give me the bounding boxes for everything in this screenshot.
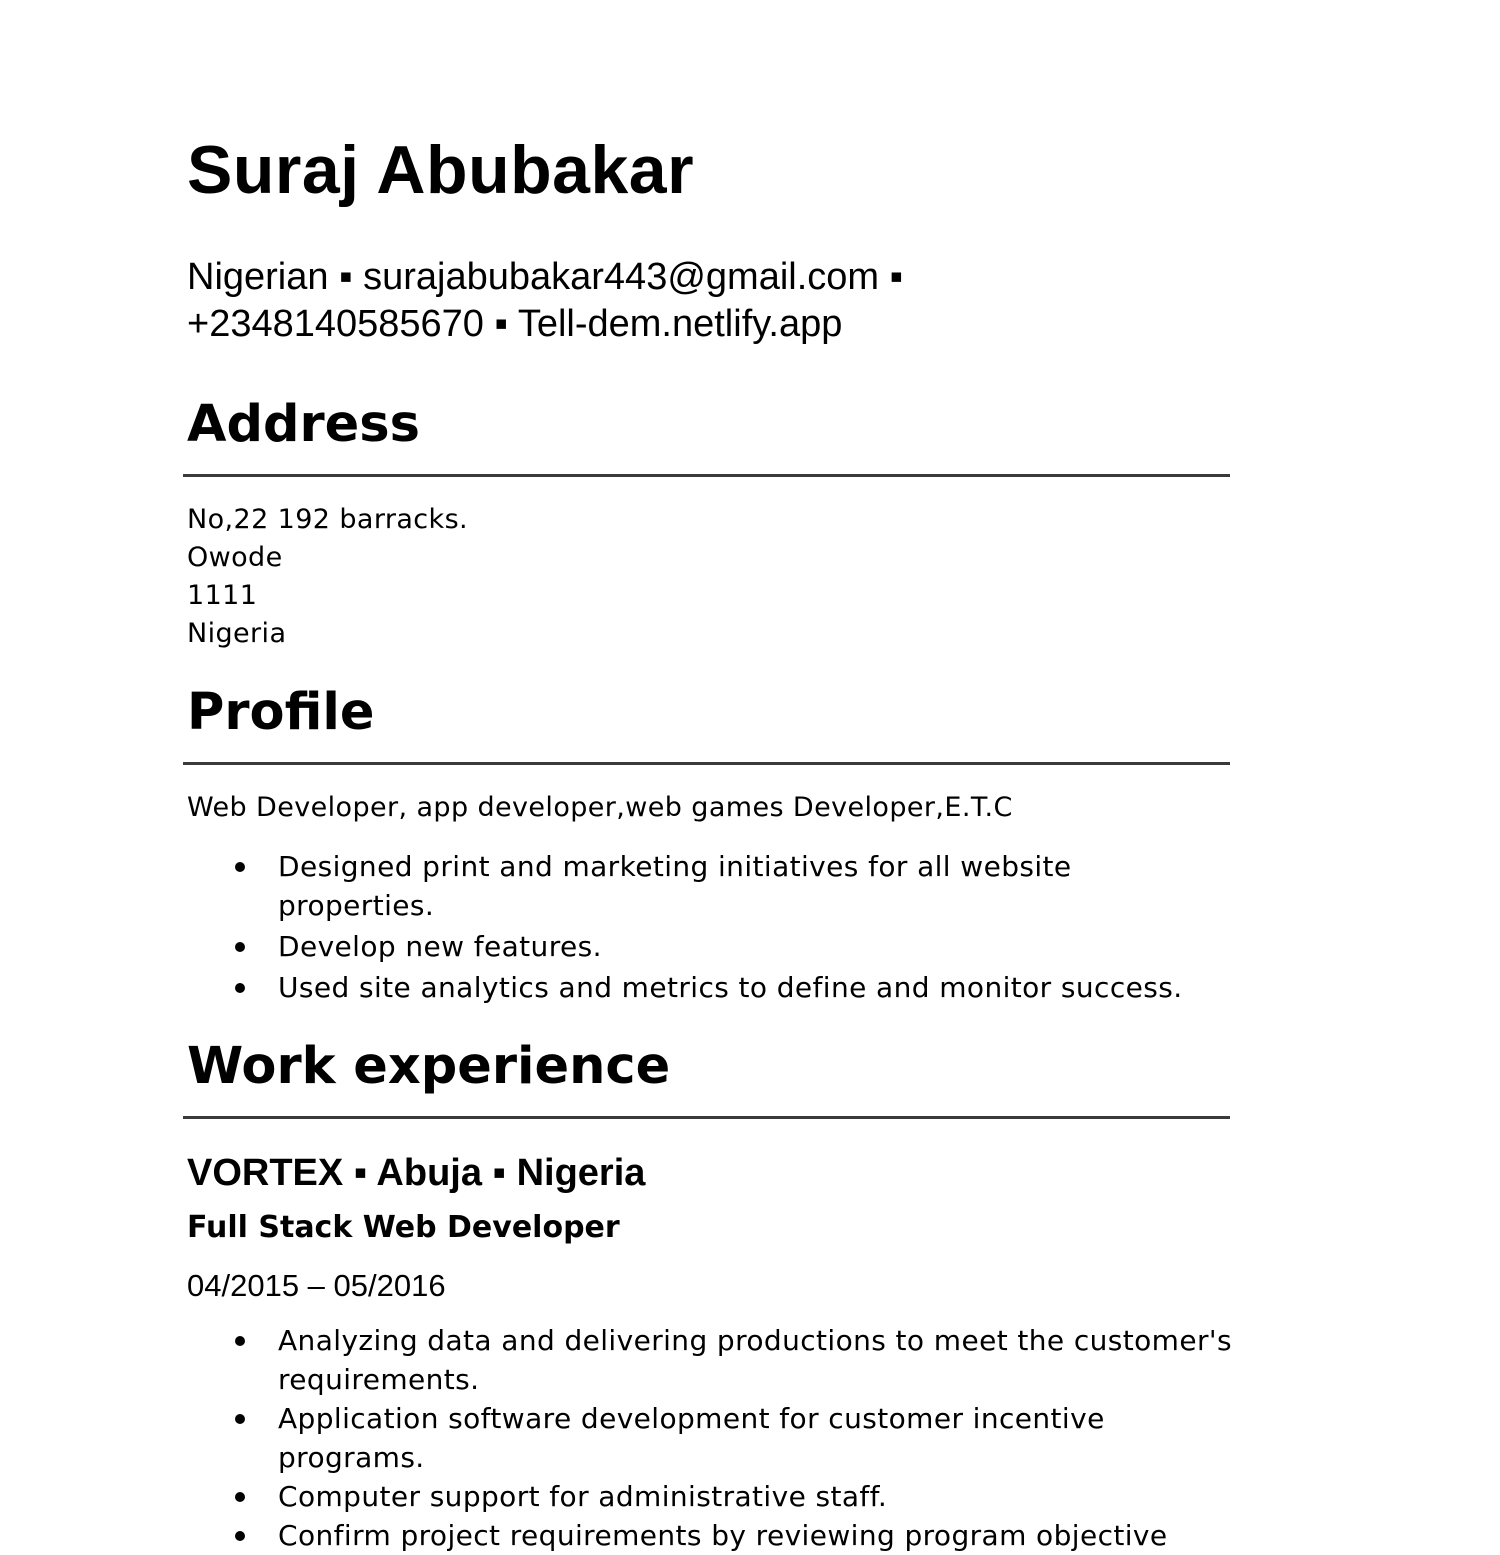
address-heading: Address	[187, 395, 420, 454]
list-item-text: Used site analytics and metrics to define and monitor success.	[278, 971, 1183, 1004]
bullet-icon	[235, 983, 245, 993]
bullet-icon	[235, 1414, 245, 1424]
address-line: No,22 192 barracks.	[187, 504, 469, 535]
bullet-icon	[235, 942, 245, 952]
list-item	[187, 1516, 1232, 1555]
address-line: 1111	[187, 580, 258, 611]
work-divider	[183, 1116, 1230, 1119]
list-item-text: Application software development for customer incentive programs.	[278, 1402, 1105, 1474]
job-bullet-list	[187, 1321, 1232, 1555]
resume-content	[187, 128, 1232, 1555]
bullet-icon	[235, 1492, 245, 1502]
list-item	[187, 927, 1232, 966]
contact-line-2: +2348140585670 ▪ Tell-dem.netlify.app	[187, 303, 843, 345]
candidate-name: Suraj Abubakar	[187, 132, 695, 208]
list-item	[187, 968, 1232, 1007]
list-item-text: Computer support for administrative staff.	[278, 1480, 888, 1513]
profile-divider	[183, 762, 1230, 765]
job-entry	[187, 1149, 1232, 1555]
list-item	[187, 847, 1232, 925]
profile-summary: Web Developer, app developer,web games Developer,E.T.C	[187, 792, 1013, 823]
list-item-text: Analyzing data and delivering productions to meet the customer's requirements.	[278, 1324, 1232, 1396]
work-heading: Work experience	[187, 1037, 671, 1096]
bullet-icon	[235, 1531, 245, 1541]
contact-line-1: Nigerian ▪ surajabubakar443@gmail.com ▪	[187, 256, 904, 298]
list-item	[187, 1477, 1232, 1516]
profile-bullet-list	[187, 847, 1232, 1007]
profile-heading: Profile	[187, 683, 375, 742]
bullet-icon	[235, 862, 245, 872]
list-item-text: Designed print and marketing initiatives for all website properties.	[278, 850, 1072, 922]
list-item-text: Develop new features.	[278, 930, 602, 963]
job-company: VORTEX ▪ Abuja ▪ Nigeria	[187, 1152, 646, 1194]
address-line: Nigeria	[187, 618, 287, 649]
job-dates: 04/2015 – 05/2016	[187, 1268, 446, 1303]
address-block	[187, 501, 1232, 653]
job-title: Full Stack Web Developer	[187, 1210, 620, 1245]
list-item	[187, 1399, 1232, 1477]
address-line: Owode	[187, 542, 283, 573]
list-item	[187, 1321, 1232, 1399]
list-item-text: Confirm project requirements by reviewing program objective	[278, 1519, 1168, 1552]
address-divider	[183, 474, 1230, 477]
bullet-icon	[235, 1336, 245, 1346]
contact-info	[187, 254, 1232, 348]
